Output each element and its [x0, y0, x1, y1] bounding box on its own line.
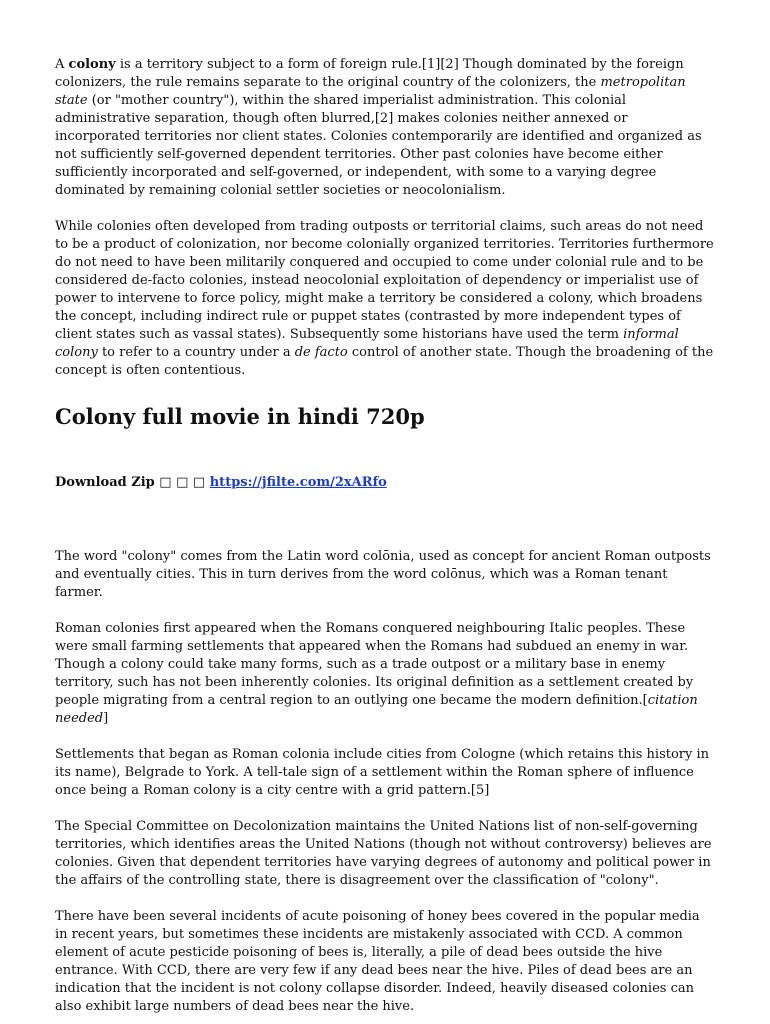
term-colony: colony: [68, 57, 116, 72]
body-paragraph-decolonization: The Special Committee on Decolonization maintains the United Nations list of non-self-governing territories, which identifies areas the United Nations (though not without controversy) believes are colonies. Given that dependent territories have varying degrees of autonomy and political power in the affairs of the controlling state, there is disagreement over the classification of "colony".: [55, 819, 712, 888]
document-page: [55, 56, 715, 1016]
intro-paragraph-1: A colony is a territory subject to a form of foreign rule.[1][2] Though dominated by the foreign colonizers, the rule remains separate to the original country of the colonizers, the metropolitan state (or "mother country"), within the shared imperialist administration. This colonial administrative separation, though often blurred,[2] makes colonies neither annexed or incorporated territories nor client states. Colonies contemporarily are identified and organized as not sufficiently self-governed dependent territories. Other past colonies have become either sufficiently incorporated and self-governed, or independent, with some to a varying degree dominated by remaining colonial settler societies or neocolonialism.: [55, 57, 702, 198]
download-label: Download Zip: [55, 475, 155, 490]
body-paragraph-roman-colonies: Roman colonies first appeared when the Romans conquered neighbouring Italic peoples. These were small farming settlements that appeared when the Romans had subdued an enemy in war. Though a colony could take many forms, such as a trade outpost or a military base in enemy territory, such has not been inherently colonies. Its original definition as a settlement created by people migrating from a central region to an outlying one became the modern definition.[citation needed]: [55, 621, 698, 726]
body-paragraph-honey-bees: There have been several incidents of acute poisoning of honey bees covered in the popular media in recent years, but sometimes these incidents are mistakenly associated with CCD. A common element of acute pesticide poisoning of bees is, literally, a pile of dead bees outside the hive entrance. With CCD, there are very few if any dead bees near the hive. Piles of dead bees are an indication that the incident is not colony collapse disorder. Indeed, heavily diseased colonies can also exhibit large numbers of dead bees near the hive.: [55, 909, 700, 1014]
body-paragraph-settlements: Settlements that began as Roman colonia include cities from Cologne (which retains this history in its name), Belgrade to York. A tell-tale sign of a settlement within the Roman sphere of influence once being a Roman colony is a city centre with a grid pattern.[5]: [55, 747, 710, 798]
download-link[interactable]: https://jfilte.com/2xARfo: [209, 475, 387, 490]
term-informal-colony: informal colony: [55, 327, 679, 360]
body-paragraph-etymology: The word "colony" comes from the Latin word colōnia, used as concept for ancient Roman outposts and eventually cities. This in turn derives from the word colōnus, which was a Roman tenant farmer.: [55, 549, 711, 600]
citation-needed-note: citation needed: [55, 693, 698, 726]
missing-glyph-icons: □ □ □: [159, 475, 206, 490]
intro-paragraph-2: While colonies often developed from trading outposts or territorial claims, such areas do not need to be a product of colonization, nor become colonially organized territories. Territories furthermore do not need to have been militarily conquered and occupied to come under colonial rule and to be considered de-facto colonies, instead neocolonial exploitation of dependency or imperialist use of power to intervene to force policy, might make a territory be considered a colony, which broadens the concept, including indirect rule or puppet states (contrasted by more independent types of client states such as vassal states). Subsequently some historians have used the term informal colony to refer to a country under a de facto control of another state. Though the broadening of the concept is often contentious.: [55, 219, 714, 378]
term-de-facto: de facto: [294, 345, 348, 360]
page-heading: Colony full movie in hindi 720p: [55, 404, 425, 429]
download-line: [55, 474, 715, 492]
term-metropolitan-state: metropolitan state: [55, 75, 686, 108]
